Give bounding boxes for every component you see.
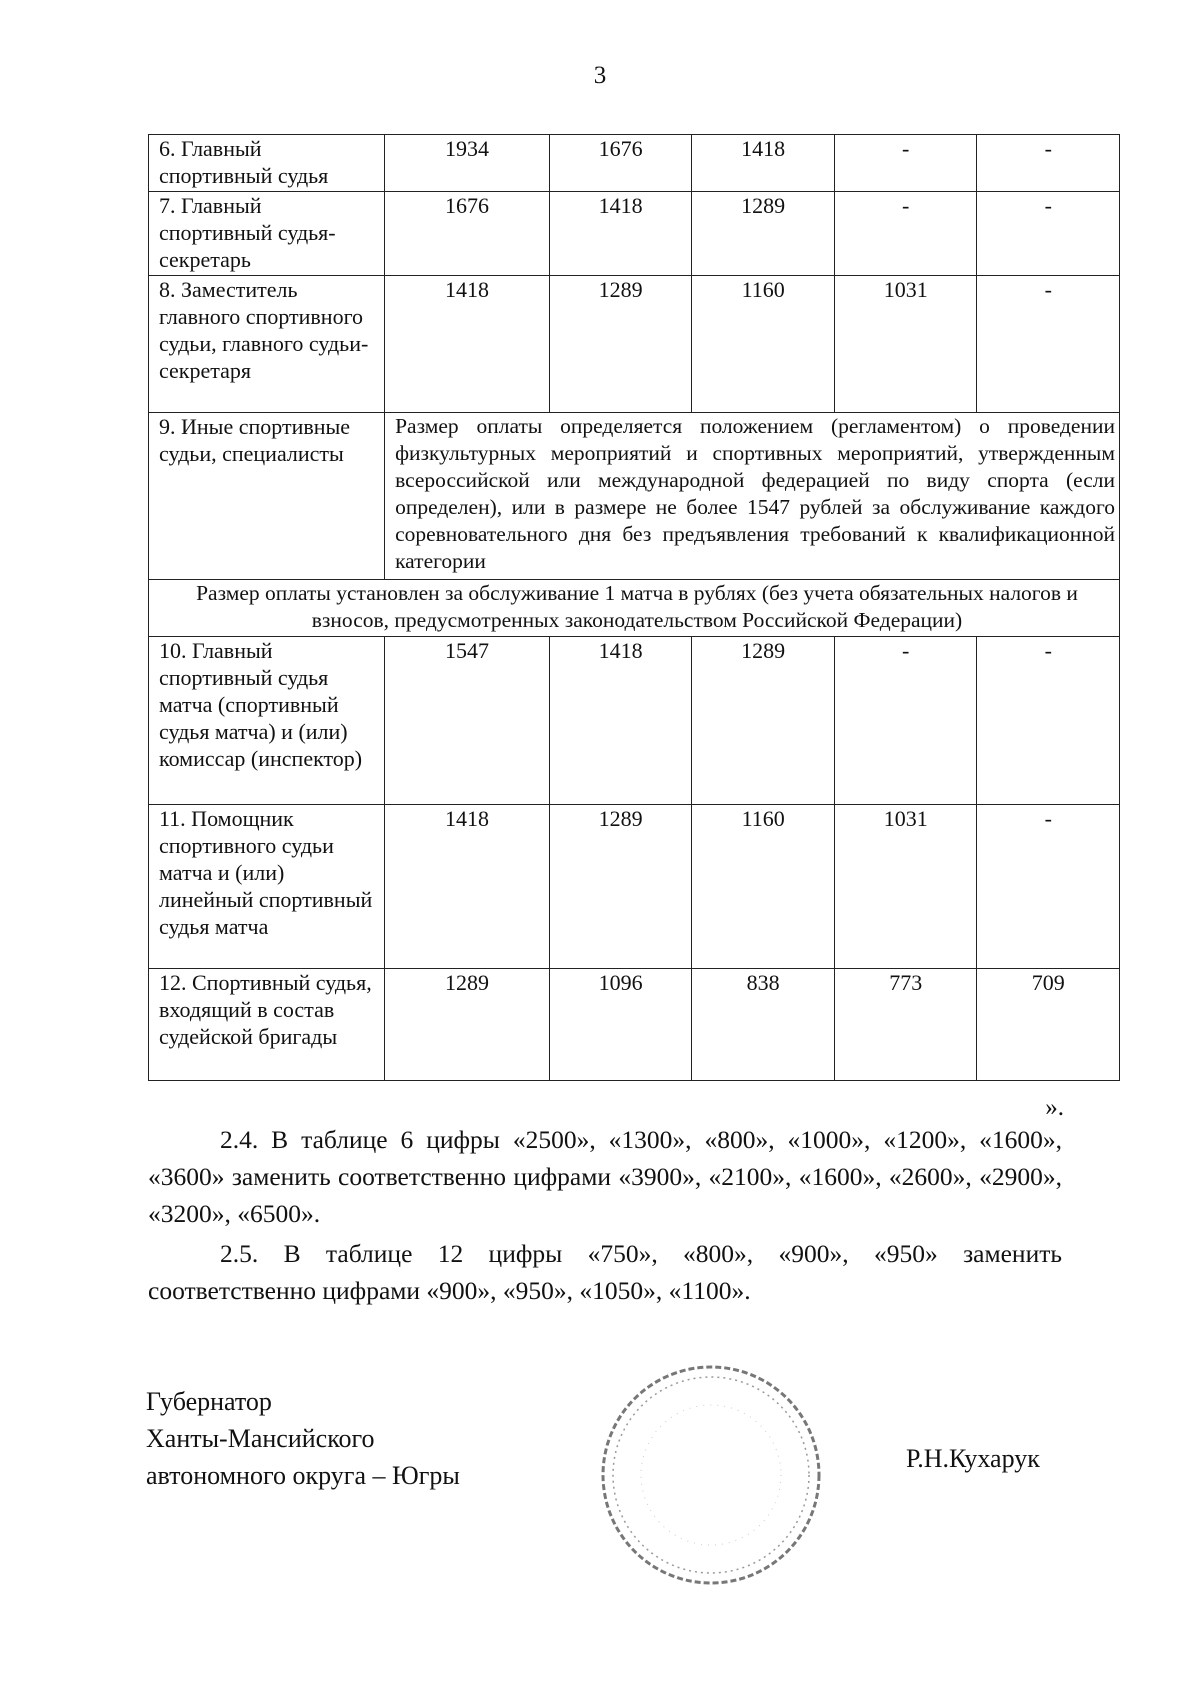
table-cell: - [977,192,1120,276]
seal-outer-ring [603,1367,819,1583]
table-cell: 1289 [549,276,692,413]
table-cell: - [834,192,977,276]
fee-table [148,134,1120,1081]
row-label: 6. Главный спортивный судья [149,135,385,192]
table-cell: 1676 [549,135,692,192]
table-cell: 1418 [385,805,550,969]
amendment-paragraph: 2.5. В таблице 12 цифры «750», «800», «900», «950» заменить соответственно цифрами «900», «950», «1050», «1100». [148,1239,1062,1305]
table-cell: - [834,637,977,805]
signer-name: Р.Н.Кухарук [906,1444,1040,1473]
table-cell: 1934 [385,135,550,192]
page-number: 3 [593,62,607,89]
table-cell: 1289 [385,969,550,1081]
closing-quote: ». [1045,1094,1064,1121]
table-cell: 1676 [385,192,550,276]
table-cell: - [977,637,1120,805]
table-cell: - [977,276,1120,413]
seal-inner-ring [613,1377,809,1573]
official-seal-stamp [596,1360,826,1590]
table-row [149,413,1120,580]
amendment-paragraph: 2.4. В таблице 6 цифры «2500», «1300», «800», «1000», «1200», «1600», «3600» заменить соответственно цифрами «3900», «2100», «1600», «2600», «2900», «3200», «6500». [148,1125,1062,1228]
table-row [149,192,1120,276]
table-cell: 1289 [549,805,692,969]
section-note-row [149,580,1120,637]
table-cell: - [834,135,977,192]
table-cell: 1160 [692,276,835,413]
table-cell: - [977,805,1120,969]
table-cell: 1289 [692,192,835,276]
signer-title-line: автономного округа – Югры [146,1461,460,1490]
row-label: 8. Заместитель главного спортивного судьи, главного судьи-секретаря [149,276,385,413]
fee-table-wrap [148,134,1120,1081]
signer-title-line: Губернатор [146,1387,272,1416]
table-cell: 1289 [692,637,835,805]
table-cell: 1418 [692,135,835,192]
row-label: 12. Спортивный судья, входящий в состав судейской бригады [149,969,385,1081]
table-cell: 1418 [385,276,550,413]
table-cell: 1096 [549,969,692,1081]
table-cell: - [977,135,1120,192]
row-label: 7. Главный спортивный судья-секретарь [149,192,385,276]
row-label: 11. Помощник спортивного судьи матча и (или) линейный спортивный судья матча [149,805,385,969]
table-row [149,805,1120,969]
row9-rule-text: Размер оплаты определяется положением (регламентом) о проведении физкультурных мероприятий и спортивных мероприятий, утвержденным всероссийской или международной федерацией по виду спорта (если определен), или в размере не более 1547 рублей за обслуживание каждого соревновательного дня без предъявления требований к квалификационной категории [385,413,1120,580]
table-cell: 838 [692,969,835,1081]
table-cell: 773 [834,969,977,1081]
table-cell: 1418 [549,192,692,276]
table-cell: 1160 [692,805,835,969]
signer-title [146,1383,460,1494]
table-cell: 1031 [834,805,977,969]
row-label: 9. Иные спортивные судьи, специалисты [149,413,385,580]
row-label: 10. Главный спортивный судья матча (спортивный судья матча) и (или) комиссар (инспектор) [149,637,385,805]
section-note: Размер оплаты установлен за обслуживание 1 матча в рублях (без учета обязательных налогов и взносов, предусмотренных законодательством Российской Федерации) [149,580,1120,637]
table-row [149,276,1120,413]
table-cell: 709 [977,969,1120,1081]
seal-center-ring [641,1405,781,1545]
table-cell: 1547 [385,637,550,805]
table-row [149,637,1120,805]
table-cell: 1031 [834,276,977,413]
table-row [149,969,1120,1081]
table-row [149,135,1120,192]
table-cell: 1418 [549,637,692,805]
signer-title-line: Ханты-Мансийского [146,1424,375,1453]
